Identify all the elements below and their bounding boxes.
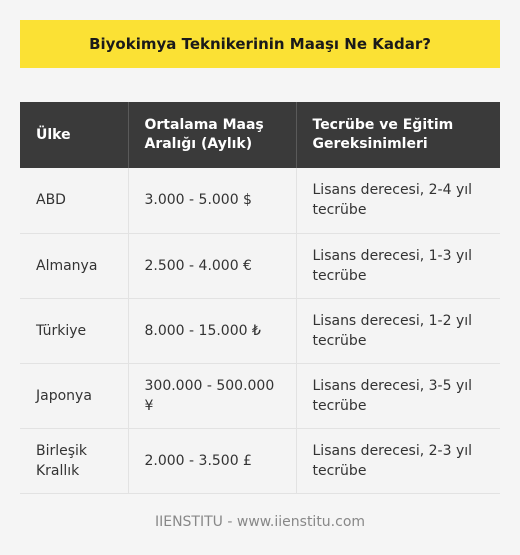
table-row bbox=[20, 168, 500, 233]
cell-country: Japonya bbox=[20, 363, 128, 428]
table-row bbox=[20, 363, 500, 428]
cell-country: Türkiye bbox=[20, 298, 128, 363]
cell-requirements: Lisans derecesi, 1-2 yıl tecrübe bbox=[296, 298, 500, 363]
cell-country: Birleşik Krallık bbox=[20, 428, 128, 493]
cell-salary: 8.000 - 15.000 ₺ bbox=[128, 298, 296, 363]
column-header-requirements: Tecrübe ve Eğitim Gereksinimleri bbox=[296, 102, 500, 168]
page-title: Biyokimya Teknikerinin Maaşı Ne Kadar? bbox=[89, 35, 431, 53]
cell-requirements: Lisans derecesi, 2-3 yıl tecrübe bbox=[296, 428, 500, 493]
cell-salary: 2.500 - 4.000 € bbox=[128, 233, 296, 298]
cell-salary: 3.000 - 5.000 $ bbox=[128, 168, 296, 233]
cell-requirements: Lisans derecesi, 2-4 yıl tecrübe bbox=[296, 168, 500, 233]
table-header-row bbox=[20, 102, 500, 168]
cell-salary: 2.000 - 3.500 £ bbox=[128, 428, 296, 493]
table-row bbox=[20, 298, 500, 363]
column-header-salary: Ortalama Maaş Aralığı (Aylık) bbox=[128, 102, 296, 168]
column-header-country: Ülke bbox=[20, 102, 128, 168]
cell-country: ABD bbox=[20, 168, 128, 233]
title-banner bbox=[20, 20, 500, 68]
salary-table bbox=[20, 102, 500, 494]
cell-salary: 300.000 - 500.000 ¥ bbox=[128, 363, 296, 428]
table-row bbox=[20, 233, 500, 298]
cell-requirements: Lisans derecesi, 1-3 yıl tecrübe bbox=[296, 233, 500, 298]
footer-credit: IIENSTITU - www.iienstitu.com bbox=[154, 514, 366, 530]
table-row bbox=[20, 428, 500, 493]
cell-requirements: Lisans derecesi, 3-5 yıl tecrübe bbox=[296, 363, 500, 428]
cell-country: Almanya bbox=[20, 233, 128, 298]
